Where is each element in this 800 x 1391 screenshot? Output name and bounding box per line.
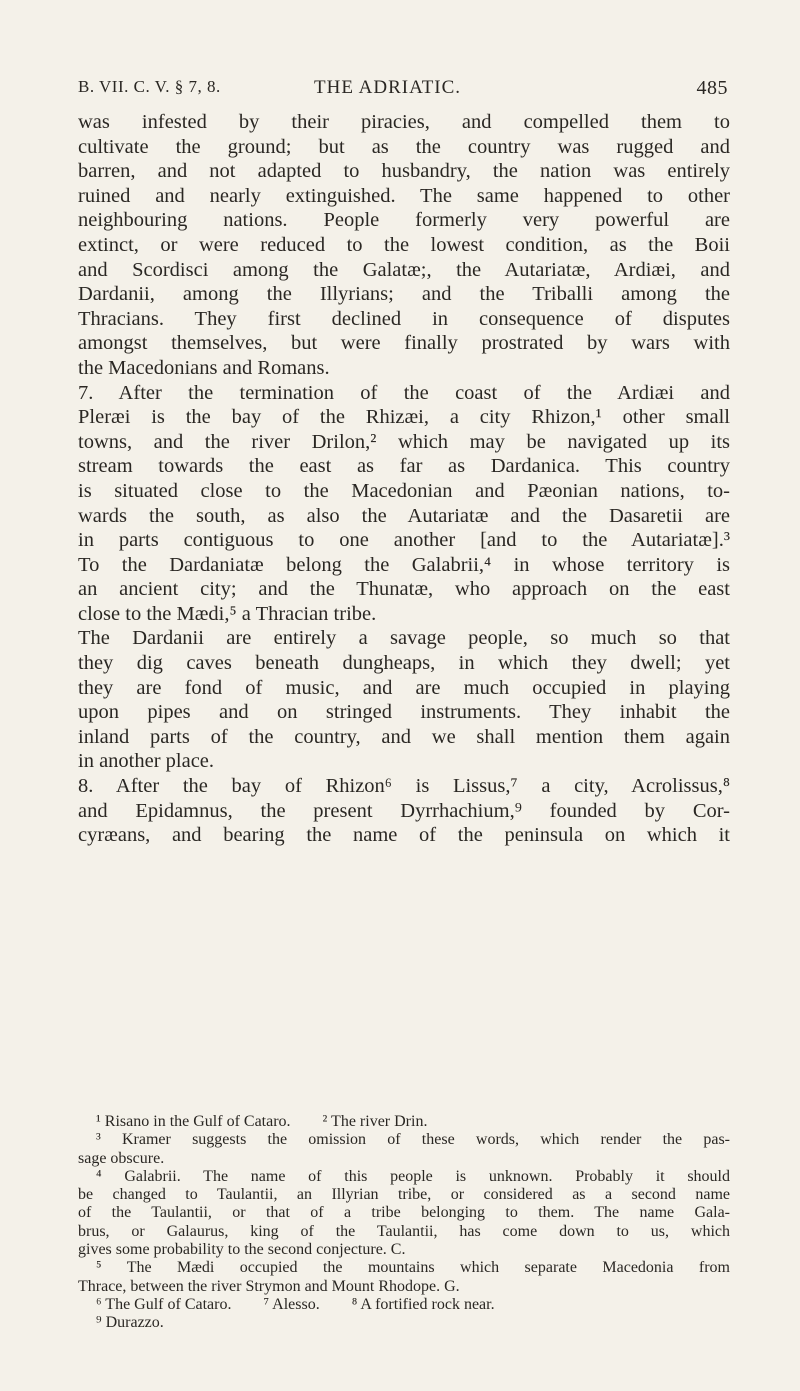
footnote-line: Thrace, between the river Strymon and Mount Rhodope. G. bbox=[78, 1277, 460, 1295]
text-line: was infested by their piracies, and compelled them to bbox=[78, 111, 730, 133]
running-head bbox=[78, 77, 728, 103]
main-text bbox=[78, 110, 730, 848]
text-line: towns, and the river Drilon,² which may be navigated up its bbox=[78, 430, 730, 453]
text-line: Dardanii, among the Illyrians; and the Triballi among the bbox=[78, 283, 730, 306]
text-line: the Macedonians and Romans. bbox=[78, 356, 330, 379]
footnote-line: ⁴ Galabrii. The name of this people is unknown. Probably it should bbox=[96, 1167, 730, 1185]
footnote-line: of the Taulantii, or that of a tribe belonging to them. The name Gala- bbox=[78, 1204, 730, 1222]
footnote-line: brus, or Galaurus, king of the Taulantii, has come down to us, which bbox=[78, 1222, 730, 1240]
text-line: wards the south, as also the Autariatæ and the Dasaretii are bbox=[78, 504, 730, 527]
chapter-title: THE ADRIATIC. bbox=[314, 77, 462, 98]
text-line: cyræans, and bearing the name of the peninsula on which it bbox=[78, 824, 730, 847]
text-line: in parts contiguous to one another [and to the Autariatæ].³ bbox=[78, 529, 730, 552]
text-line: they are fond of music, and are much occupied in playing bbox=[78, 676, 730, 699]
section-reference: B. VII. C. V. § 7, 8. bbox=[78, 77, 221, 96]
footnote-line: gives some probability to the second conjecture. C. bbox=[78, 1241, 406, 1259]
text-line: inland parts of the country, and we shall mention them again bbox=[78, 725, 730, 748]
text-line: neighbouring nations. People formerly very powerful are bbox=[78, 209, 730, 232]
text-line: To the Dardaniatæ belong the Galabrii,⁴ in whose territory is bbox=[78, 553, 730, 576]
footnote-line: sage obscure. bbox=[78, 1149, 165, 1167]
text-line: and Epidamnus, the present Dyrrhachium,⁹ founded by Cor- bbox=[78, 799, 730, 822]
text-line: amongst themselves, but were finally prostrated by wars with bbox=[78, 332, 730, 355]
text-line: barren, and not adapted to husbandry, the nation was entirely bbox=[78, 160, 730, 183]
text-line: stream towards the east as far as Dardanica. This country bbox=[78, 455, 730, 478]
text-line: and Scordisci among the Galatæ;, the Autariatæ, Ardiæi, and bbox=[78, 258, 730, 281]
text-line: close to the Mædi,⁵ a Thracian tribe. bbox=[78, 602, 377, 625]
text-line: is situated close to the Macedonian and Pæonian nations, to- bbox=[78, 479, 730, 502]
footnote-line: ⁵ The Mædi occupied the mountains which separate Macedonia from bbox=[96, 1259, 730, 1277]
text-line: ruined and nearly extinguished. The same happened to other bbox=[78, 184, 730, 207]
text-line: extinct, or were reduced to the lowest condition, as the Boii bbox=[78, 233, 730, 256]
footnote-line: ¹ Risano in the Gulf of Cataro. ² The river Drin. bbox=[96, 1113, 428, 1130]
footnotes bbox=[78, 1113, 730, 1333]
footnote-line: ⁶ The Gulf of Cataro. ⁷ Alesso. ⁸ A fortified rock near. bbox=[96, 1295, 495, 1313]
text-line: Thracians. They first declined in consequence of disputes bbox=[78, 307, 730, 330]
text-line: The Dardanii are entirely a savage people, so much so that bbox=[78, 627, 730, 650]
footnote-line: be changed to Taulantii, an Illyrian tribe, or considered as a second name bbox=[78, 1186, 730, 1204]
page-number: 485 bbox=[696, 77, 728, 99]
text-line: in another place. bbox=[78, 750, 215, 773]
text-line: Pleræi is the bay of the Rhizæi, a city Rhizon,¹ other small bbox=[78, 406, 730, 429]
section-7-start: 7. After the termination of the coast of the Ardiæi and bbox=[78, 381, 730, 404]
text-line: upon pipes and on stringed instruments. They inhabit the bbox=[78, 701, 730, 724]
footnote-line: ⁹ Durazzo. bbox=[96, 1314, 164, 1332]
text-line: they dig caves beneath dungheaps, in which they dwell; yet bbox=[78, 652, 730, 675]
section-8-start: 8. After the bay of Rhizon⁶ is Lissus,⁷ a city, Acrolissus,⁸ bbox=[78, 775, 730, 798]
footnote-line: ³ Kramer suggests the omission of these words, which render the pas- bbox=[96, 1131, 730, 1149]
text-line: cultivate the ground; but as the country was rugged and bbox=[78, 135, 730, 158]
text-line: an ancient city; and the Thunatæ, who approach on the east bbox=[78, 578, 730, 601]
